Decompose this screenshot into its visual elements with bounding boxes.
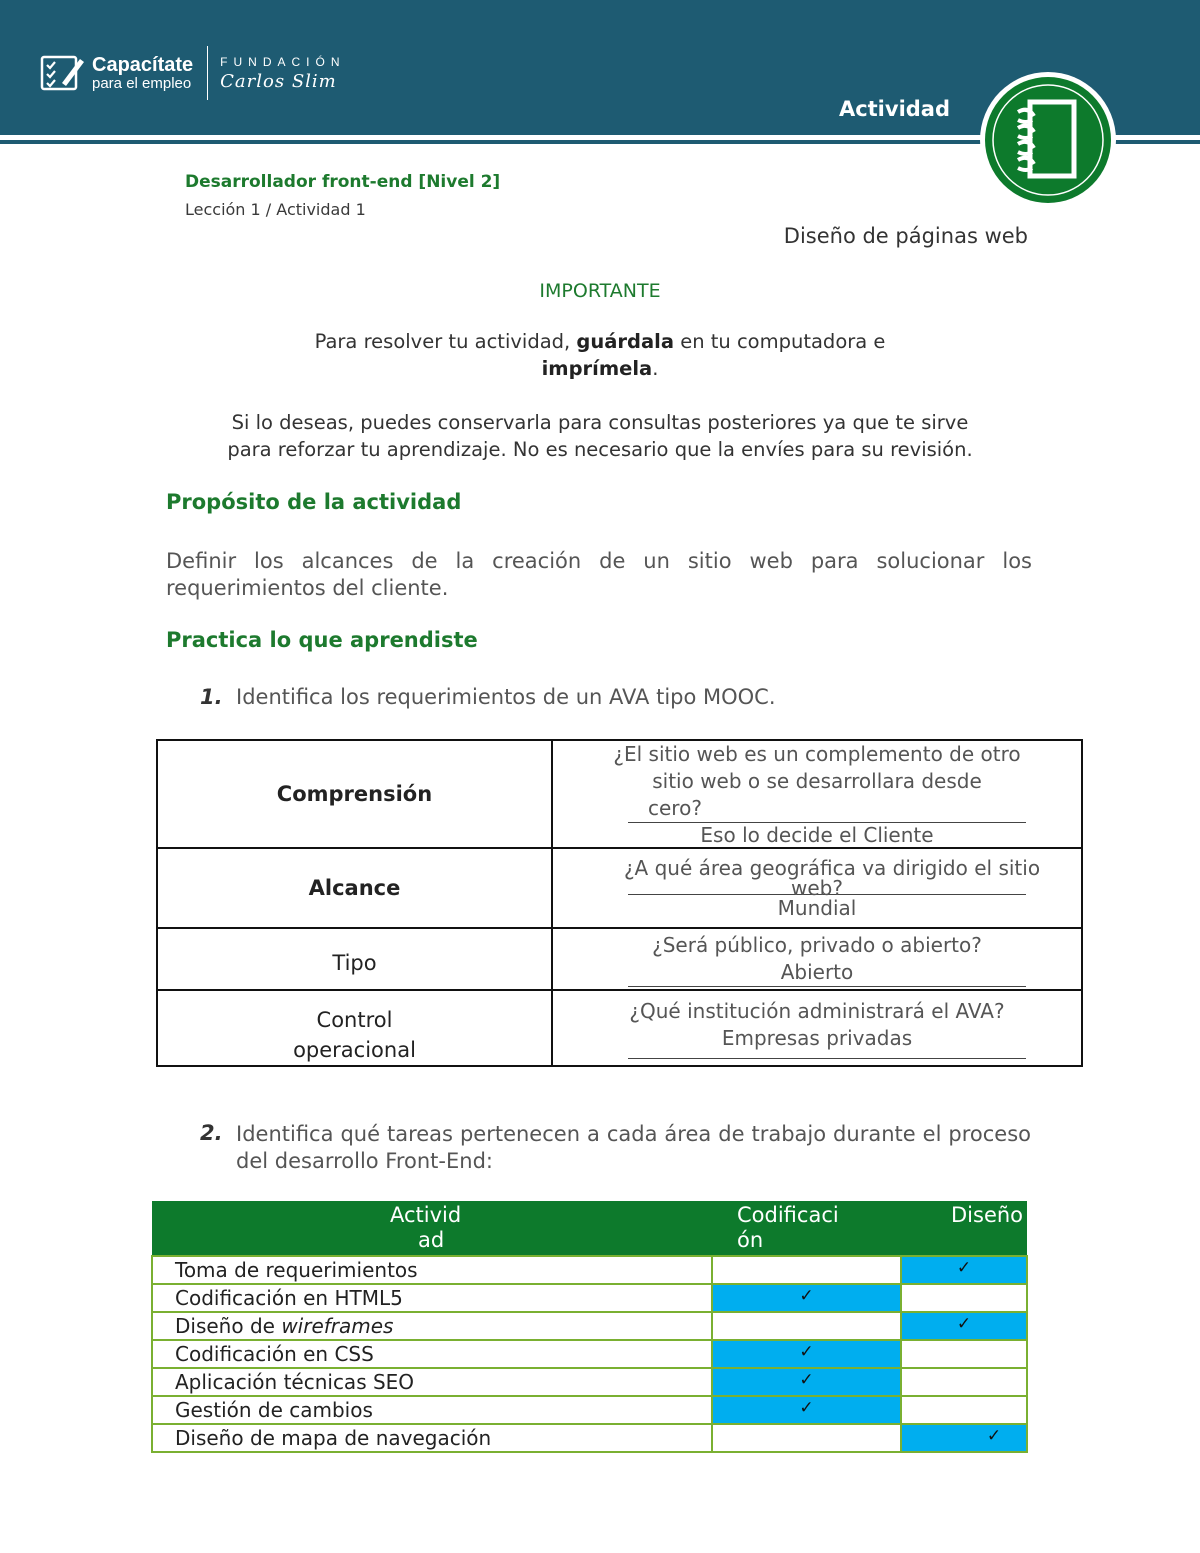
column-header-coding: Codificaci ón — [712, 1201, 901, 1256]
question-1: 1. Identifica los requerimientos de un AVA tipo MOOC. — [200, 685, 776, 709]
table-row — [157, 740, 1082, 848]
checkmark-icon: ✓ — [956, 1258, 972, 1278]
requirement-label: Tipo — [157, 928, 552, 990]
requirement-cell: ¿Qué institución administrará el AVA? Empresas privadas — [552, 990, 1082, 1066]
task-name: Codificación en HTML5 — [152, 1284, 712, 1312]
requirement-cell: ¿Será público, privado o abierto? Abierto — [552, 928, 1082, 990]
design-cell — [901, 1340, 1027, 1368]
column-header-design: Diseño — [901, 1201, 1027, 1256]
notebook-badge-icon — [978, 70, 1118, 210]
foundation-signature: Carlos Slim — [220, 70, 337, 92]
answer-text: Mundial — [777, 896, 857, 920]
design-cell — [901, 1396, 1027, 1424]
table-row — [152, 1312, 1027, 1340]
important-heading: IMPORTANTE — [539, 280, 661, 302]
design-cell — [901, 1312, 1027, 1340]
important-paragraph-2: Si lo deseas, puedes conservarla para consultas posteriores ya que te sirve para reforzar tu aprendizaje. No es necesario que la envíes para su revisión. — [227, 411, 973, 461]
important-paragraph-1: Para resolver tu actividad, guárdala en tu computadora e imprímela. — [314, 330, 886, 380]
requirement-cell: ¿El sitio web es un complemento de otro sitio web o se desarrollara desde cero? Eso lo decide el Cliente — [552, 740, 1082, 848]
task-name: Toma de requerimientos — [152, 1256, 712, 1284]
purpose-heading: Propósito de la actividad — [166, 490, 462, 514]
table-row — [152, 1368, 1027, 1396]
table-row — [152, 1340, 1027, 1368]
requirements-table — [156, 739, 1083, 1067]
answer-line — [628, 1058, 1026, 1059]
question-2-number: 2. — [200, 1121, 223, 1145]
table-row — [152, 1256, 1027, 1284]
tasks-table — [151, 1201, 1028, 1453]
task-name: Diseño de wireframes — [152, 1312, 712, 1340]
table-row — [152, 1396, 1027, 1424]
checkmark-icon: ✓ — [799, 1370, 814, 1390]
answer-line — [628, 986, 1026, 987]
answer-text: Abierto — [780, 959, 854, 984]
table-row — [157, 928, 1082, 990]
requirement-label: Alcance — [157, 848, 552, 928]
checkmark-icon: ✓ — [799, 1398, 814, 1418]
design-cell — [901, 1368, 1027, 1396]
table-row — [152, 1424, 1027, 1452]
checkmark-icon: ✓ — [799, 1342, 814, 1362]
coding-cell — [712, 1424, 901, 1452]
logo — [40, 46, 346, 100]
answer-text: Empresas privadas — [721, 1025, 913, 1050]
task-name: Aplicación técnicas SEO — [152, 1368, 712, 1396]
requirement-label: Control operacional — [157, 990, 552, 1066]
brand-tagline: para el empleo — [92, 75, 192, 92]
answer-text: Eso lo decide el Cliente — [700, 823, 934, 847]
table-row — [157, 990, 1082, 1066]
course-title: Desarrollador front-end [Nivel 2] — [185, 172, 501, 192]
practice-heading: Practica lo que aprendiste — [166, 628, 478, 652]
design-cell — [901, 1284, 1027, 1312]
lesson-label: Lección 1 / Actividad 1 — [185, 200, 366, 219]
coding-cell — [712, 1368, 901, 1396]
question-2: Identifica qué tareas pertenecen a cada área de trabajo durante el proceso del desarrollo Front-End: — [236, 1122, 1031, 1173]
activity-label: Actividad — [838, 97, 950, 121]
checkmark-icon: ✓ — [956, 1314, 972, 1334]
checklist-pen-icon — [40, 53, 86, 93]
table-row — [152, 1284, 1027, 1312]
task-name: Diseño de mapa de navegación — [152, 1424, 712, 1452]
coding-cell — [712, 1340, 901, 1368]
coding-cell — [712, 1284, 901, 1312]
checkmark-icon: ✓ — [799, 1286, 814, 1306]
design-cell — [901, 1256, 1027, 1284]
logo-divider — [207, 46, 208, 100]
coding-cell — [712, 1256, 901, 1284]
checkmark-icon: ✓ — [986, 1426, 1002, 1446]
task-name: Gestión de cambios — [152, 1396, 712, 1424]
requirement-cell: ¿A qué área geográfica va dirigido el sitio web? Mundial — [552, 848, 1082, 928]
table-row — [157, 848, 1082, 928]
table-header-row — [152, 1201, 1027, 1256]
foundation-label: FUNDACIÓN — [220, 54, 346, 69]
requirement-label: Comprensión — [157, 740, 552, 848]
coding-cell — [712, 1396, 901, 1424]
column-header-activity: Activid ad — [152, 1201, 712, 1256]
coding-cell — [712, 1312, 901, 1340]
brand-name: Capacítate — [92, 54, 194, 76]
purpose-text: Definir los alcances de la creación de un sitio web para solucionar los requerimientos del cliente. — [166, 549, 1032, 600]
design-cell — [901, 1424, 1027, 1452]
subject-title: Diseño de páginas web — [783, 224, 1028, 248]
task-name: Codificación en CSS — [152, 1340, 712, 1368]
